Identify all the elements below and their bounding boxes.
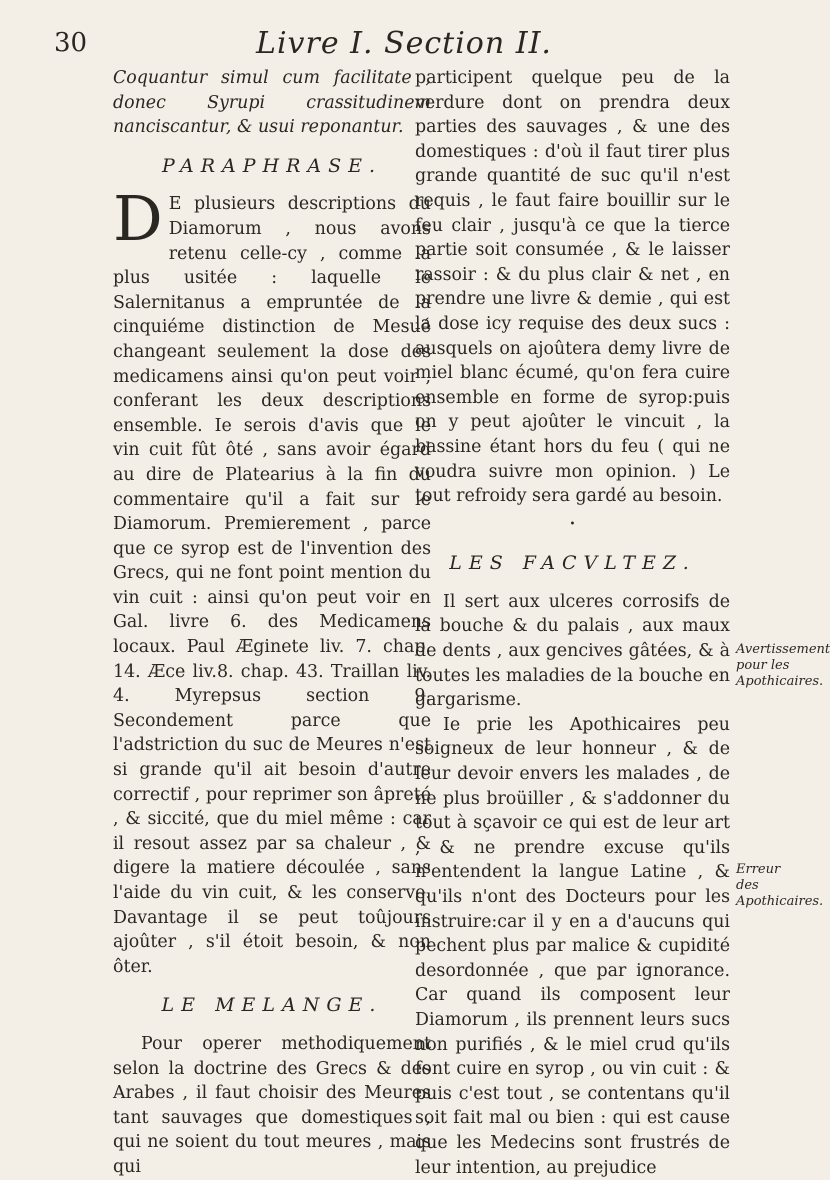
heading-melange: LE MELANGE. [161,994,383,1017]
drop-cap: D [113,182,163,256]
melange-continued: participent quelque peu de la verdure dont on prendra deux parties des sauvages , & une des domestiques : d'où il faut tirer plus grande quantité de suc qu'il n'est requis , le faut faire bouillir sur le feu clair , jusqu'à ce que la tierce partie soit consumée , & le laisser rassoir : & du plus clair & net , en prendre une livre & demie , qui est la dose icy requise des deux sucs : ausquels on ajoûtera demy livre de miel blanc écumé, qu'on fera cuire ensemble en forme de syrop:puis on y peut ajoûter le vincuit , la bassine étant hors du feu ( qui ne voudra suivre mon opinion. ) Le tout refroidy sera gardé au besoin. [415,68,730,507]
heading-paraphrase: PARAPHRASE. [161,154,383,177]
right-column [415,66,730,1180]
margin-note-avertissement: Avertissement pour les Apothicaires. [736,642,830,689]
heading-facultez: LES FACVLTEZ. [449,552,696,575]
left-column [113,66,431,1180]
page-header [54,26,754,66]
margin-note-erreur: Erreur des Apothicaires. [736,862,824,909]
ornament-dot: • [569,518,576,530]
facultez-text: Il sert aux ulceres corrosifs de la bouche & du palais , aux maux de dents , aux gencives gâtées, & à toutes les maladies de la bouche en gargarisme. [415,591,730,711]
apothecaries-text: Ie prie les Apothicaires peu soigneux de leur honneur , & de leur devoir envers les malades , de ne plus broüiller , & s'addonner du tout à sçavoir ce qui est de leur art , & ne prendre excuse qu'ils n'entendent la langue Latine , & qu'ils n'ont des Docteurs pour les instruire:car il y en a d'aucuns qui pechent plus par malice & cupidité desordonnée , que par ignorance. Car quand ils composent leur Diamorum , ils prennent leurs sucs non purifiés , & le miel crud qu'ils font cuire en syrop , ou vin cuit : & puis c'est tout , se contentans qu'il soit fait mal ou bien : qui est cause que les Medecins sont frustrés de leur intention, au prejudice [415,714,730,1178]
paraphrase-paragraph [113,182,431,979]
page-number: 30 [54,28,88,58]
running-title: Livre I. Section II. [256,26,552,61]
melange-text: Pour operer methodiquement selon la doctrine des Grecs & des Arabes , il faut choisir des Meures tant sauvages que domestiques , qui ne soient du tout meures , mais qui [113,1033,431,1177]
paraphrase-text: E plusieurs descriptions du Diamorum , nous avons retenu celle-cy , comme la plus usitée : laquelle le Salernitanus a empruntée de la cinquiéme distinction de Mesué changeant seulement la dose des medicamens ainsi qu'on peut voir , conferant les deux descriptions ensemble. Ie serois d'avis que le vin cuit fût ôté , sans avoir égard au dire de Platearius à la fin du commentaire qu'il a fait sur le Diamorum. Premierement , parce que ce syrop est de l'invention des Grecs, qui ne font point mention du vin cuit : ainsi qu'on peut voir en Gal. livre 6. des Medicamens locaux. Paul Æginete liv. 7. chap. 14. Æce liv.8. chap. 43. Traillan liv. 4. Myrepsus section 9. Secondement parce que l'adstriction du suc de Meures n'est si grande qu'il ait besoin d'autre correctif , pour reprimer son âpreté , & siccité, que du miel même : car il resout assez par sa chaleur , & digere la matiere découlée , sans l'aide du vin cuit, & les conserve. Davantage il se peut toûjours ajoûter , s'il étoit besoin, & non ôter. [113,194,431,977]
latin-quote: Coquantur simul cum facilitate , donec Syrupi crassitudinem nanciscantur, & usui reponantur. [113,68,431,138]
